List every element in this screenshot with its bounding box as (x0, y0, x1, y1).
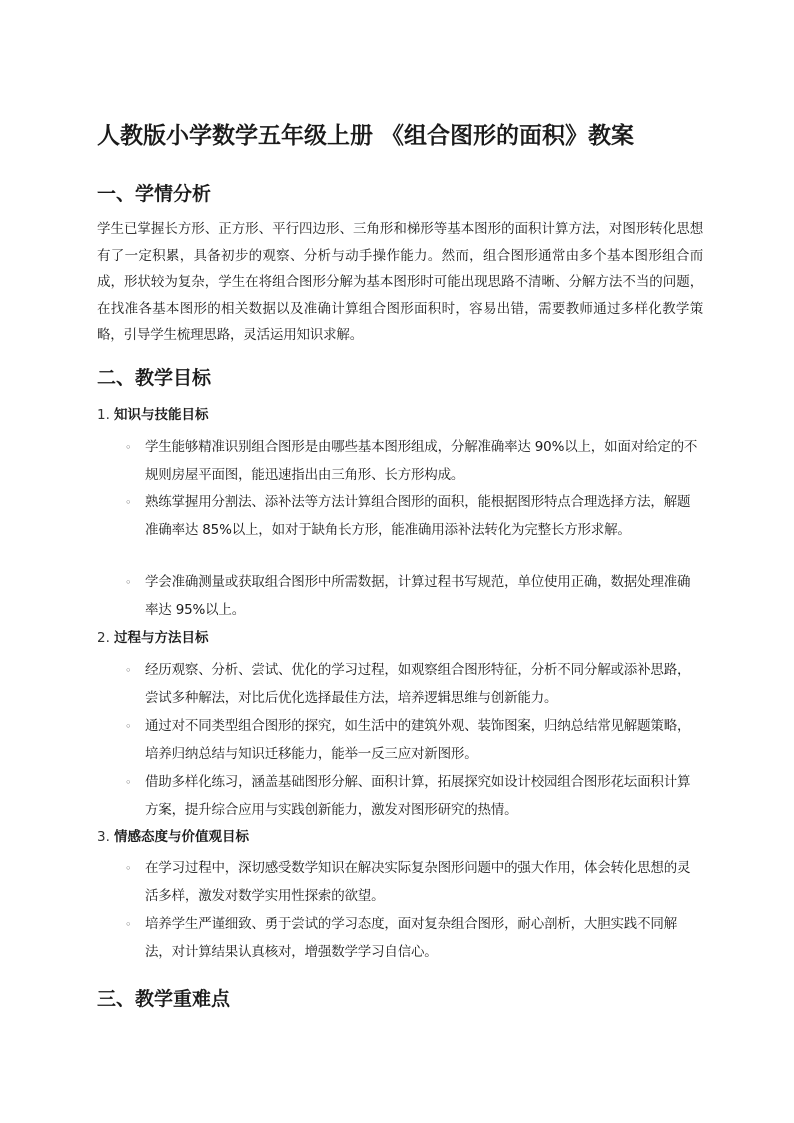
bullet-circle-icon: ◦ (125, 720, 132, 733)
goal-title-emotion-values (97, 826, 249, 848)
list-item (125, 657, 703, 712)
list-item-text: 培养学生严谨细致、勇于尝试的学习态度，面对复杂组合图形，耐心剖析，大胆实践不同解法，对计算结果认真核对，增强数学学习自信心。 (145, 916, 677, 960)
list-item (125, 489, 703, 544)
goal-title-text: 知识与技能目标 (114, 407, 209, 423)
goal-number: 1. (97, 407, 110, 423)
list-item-text: 通过对不同类型组合图形的探究，如生活中的建筑外观、装饰图案，归纳总结常见解题策略，培养归纳总结与知识迁移能力，能举一反三应对新图形。 (145, 718, 691, 762)
list-item-text: 经历观察、分析、尝试、优化的学习过程，如观察组合图形特征，分析不同分解或添补思路，尝试多种解法，对比后优化选择最佳方法，培养逻辑思维与创新能力。 (145, 662, 691, 706)
goal-number: 2. (97, 630, 110, 646)
goal-number: 3. (97, 829, 110, 845)
bullet-circle-icon: ◦ (125, 576, 132, 589)
list-item-text: 在学习过程中，深切感受数学知识在解决实际复杂图形问题中的强大作用，体会转化思想的灵活多样，激发对数学实用性探索的欲望。 (145, 860, 691, 904)
goal-title-knowledge-skills (97, 404, 209, 426)
goal-title-process-methods (97, 627, 209, 649)
section-heading-learning-analysis: 一、学情分析 (97, 183, 212, 205)
list-item (125, 855, 703, 910)
list-item (125, 434, 703, 489)
list-item (125, 911, 703, 966)
list-item-text: 熟练掌握用分割法、添补法等方法计算组合图形的面积，能根据图形特点合理选择方法，解题准确率达 85%以上，如对于缺角长方形，能准确用添补法转化为完整长方形求解。 (145, 494, 691, 538)
learning-analysis-paragraph: 学生已掌握长方形、正方形、平行四边形、三角形和梯形等基本图形的面积计算方法，对图形转化思想有了一定积累，具备初步的观察、分析与动手操作能力。然而，组合图形通常由多个基本图形组合而成，形状较为复杂，学生在将组合图形分解为基本图形时可能出现思路不清晰、分解方法不当的问题，在找准各基本图形的相关数据以及准确计算组合图形面积时，容易出错，需要教师通过多样化教学策略，引导学生梳理思路，灵活运用知识求解。 (97, 221, 703, 343)
bullet-circle-icon: ◦ (125, 496, 132, 509)
bullet-circle-icon: ◦ (125, 441, 132, 454)
list-item (125, 569, 703, 624)
goal-title-text: 情感态度与价值观目标 (114, 829, 249, 845)
list-item (125, 713, 703, 768)
list-item (125, 769, 703, 824)
list-item-text: 借助多样化练习，涵盖基础图形分解、面积计算，拓展探究如设计校园组合图形花坛面积计算方案，提升综合应用与实践创新能力，激发对图形研究的热情。 (145, 774, 691, 818)
bullet-circle-icon: ◦ (125, 862, 132, 875)
section-heading-key-difficulties: 三、教学重难点 (97, 988, 231, 1010)
section-heading-teaching-goals: 二、教学目标 (97, 367, 212, 389)
bullet-circle-icon: ◦ (125, 664, 132, 677)
list-item-text: 学会准确测量或获取组合图形中所需数据，计算过程书写规范，单位使用正确，数据处理准确率达 95%以上。 (145, 574, 691, 618)
bullet-circle-icon: ◦ (125, 918, 132, 931)
bullet-circle-icon: ◦ (125, 776, 132, 789)
document-title: 人教版小学数学五年级上册 《组合图形的面积》教案 (97, 123, 635, 149)
list-item-text: 学生能够精准识别组合图形是由哪些基本图形组成，分解准确率达 90%以上，如面对给定的不规则房屋平面图，能迅速指出由三角形、长方形构成。 (145, 439, 698, 483)
goal-title-text: 过程与方法目标 (114, 630, 209, 646)
